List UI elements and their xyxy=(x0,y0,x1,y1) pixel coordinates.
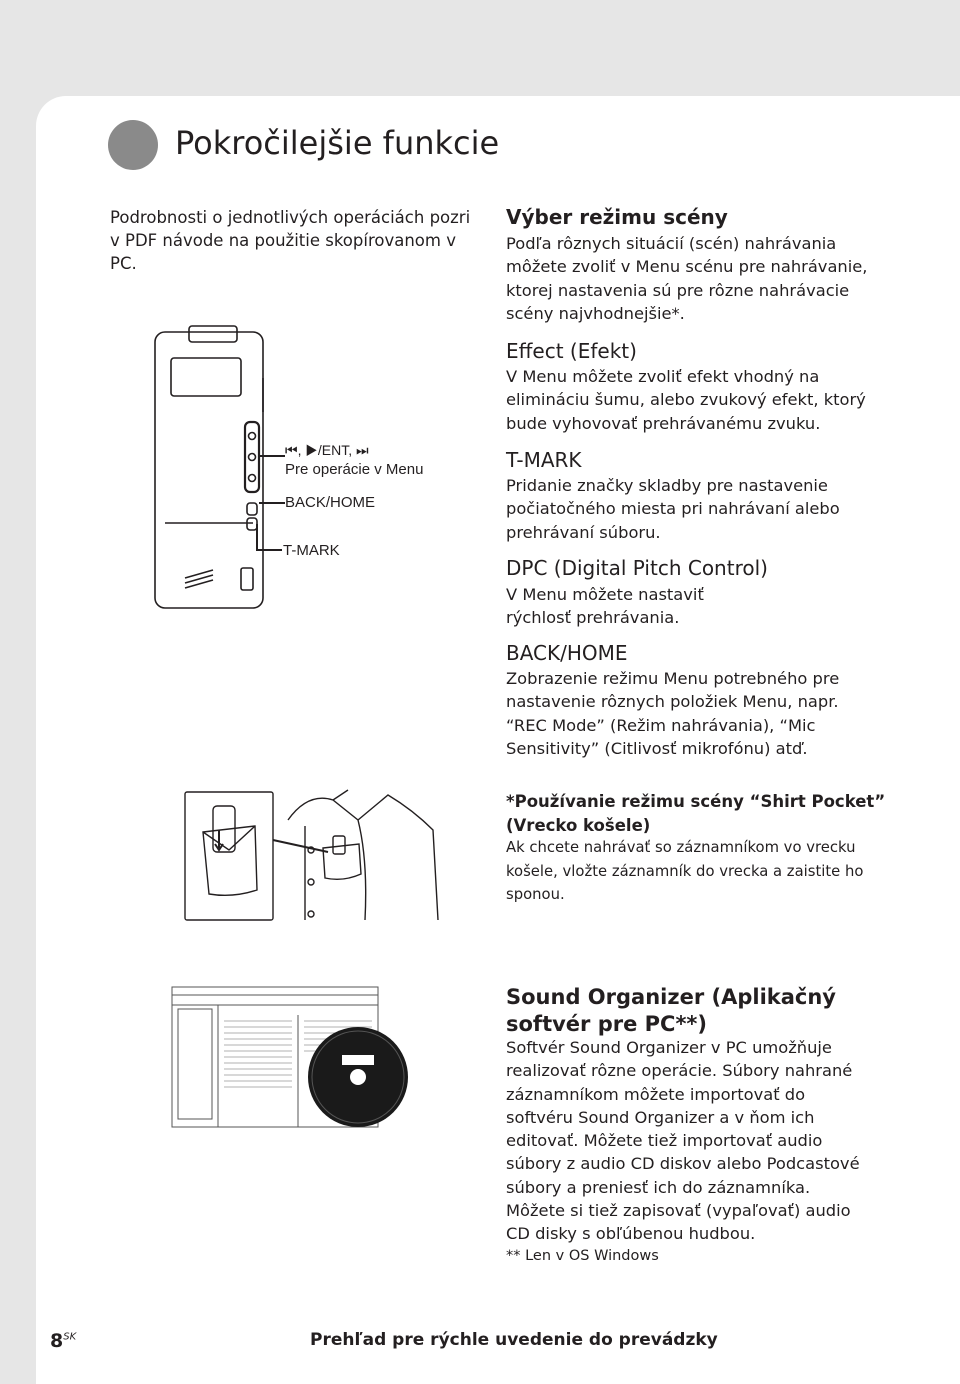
shirt-pocket-illustration xyxy=(183,790,443,930)
section-dpc-heading: DPC (Digital Pitch Control) xyxy=(506,556,768,580)
section-backhome-heading: BACK/HOME xyxy=(506,641,628,665)
t-mark-label: T-MARK xyxy=(283,542,340,559)
section-effect-heading: Effect (Efekt) xyxy=(506,339,637,363)
controls-label xyxy=(285,442,369,459)
footnote-windows: ** Len v OS Windows xyxy=(506,1248,659,1264)
shirt-note-body: Ak chcete nahrávať so záznamníkom vo vrecku košele, vložte záznamník do vrecka a zaistite ho sponou. xyxy=(506,839,864,903)
intro-text: Podrobnosti o jednotlivých operáciách pozri v PDF návode na použitie skopírovanom v PC. xyxy=(110,208,471,273)
sound-organizer-heading: Sound Organizer (Aplikačný softvér pre PC**) xyxy=(506,985,836,1036)
title-bullet xyxy=(108,120,158,170)
section-tmark-body: Pridanie značky skladby pre nastavenie počiatočného miesta pri nahrávaní alebo prehrávaní súboru. xyxy=(506,476,840,542)
page-number: $8^{SK}$ xyxy=(50,1330,77,1352)
section-tmark-heading: T-MARK xyxy=(506,448,582,472)
section-dpc-body: V Menu môžete nastaviť rýchlosť prehrávania. xyxy=(506,585,704,628)
back-home-label: BACK/HOME xyxy=(285,494,376,511)
sound-organizer-body: Softvér Sound Organizer v PC umožňuje realizovať rôzne operácie. Súbory nahrané záznamníkom môžete importovať do softvéru Sound Organizer a v ňom ich editovať. Môžete tiež importovať audio súbory z audio CD diskov alebo Podcastové súbory a preniesť ich do záznamníka. Môžete si tiež zapisovať (vypaľovať) audio CD disky s obľúbenou hudbou. xyxy=(506,1038,860,1244)
shirt-note-heading: *Používanie režimu scény “Shirt Pocket” (Vrecko košele) xyxy=(506,792,886,835)
menu-ops-label: Pre operácie v Menu xyxy=(285,461,424,478)
section-scene-heading: Výber režimu scény xyxy=(506,205,728,229)
page-suffix: SK xyxy=(63,1331,77,1343)
page-title: Pokročilejšie funkcie xyxy=(175,124,500,162)
section-backhome-body: Zobrazenie režimu Menu potrebného pre nastavenie rôznych položiek Menu, napr. “REC Mode” (Režim nahrávania), “Mic Sensitivity” (Citlivosť mikrofónu) atď. xyxy=(506,669,840,758)
section-effect-body: V Menu môžete zvoliť efekt vhodný na elimináciu šumu, alebo zvukový efekt, ktorý bude vyhovovať prehrávanému zvuku. xyxy=(506,367,866,433)
footer-title: Prehľad pre rýchle uvedenie do prevádzky xyxy=(310,1330,718,1350)
sound-organizer-screenshot xyxy=(170,985,410,1135)
controls-text: ⏮, ▶/ENT, ⏭ xyxy=(285,442,369,458)
section-scene-body: Podľa rôznych situácií (scén) nahrávania môžete zvoliť v Menu scénu pre nahrávanie, ktorej nastavenia sú pre rôzne nahrávacie scény najvhodnejšie*. xyxy=(506,234,868,323)
